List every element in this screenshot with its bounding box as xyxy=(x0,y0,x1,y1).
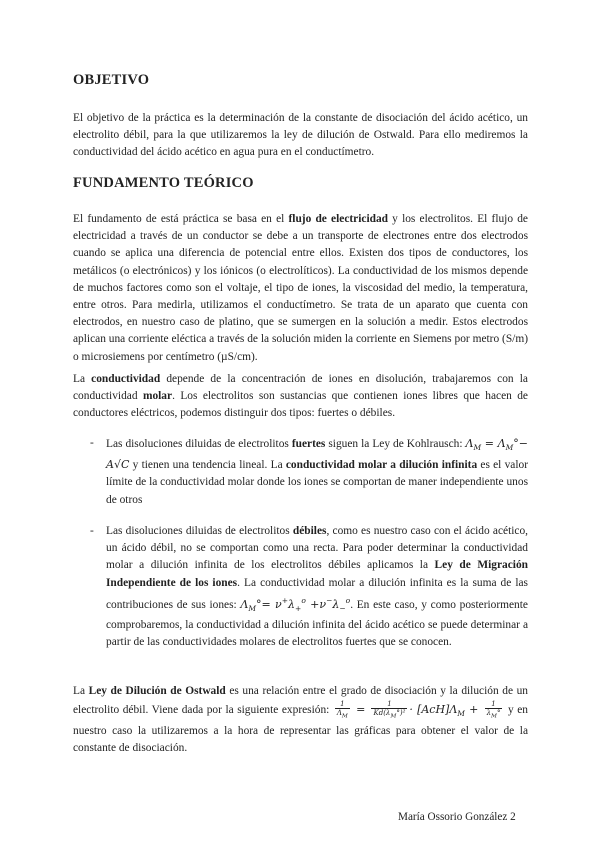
text-span: depende de la concentración de iones en disolución, trabajaremos con la conductividad xyxy=(73,373,528,403)
fundamento-heading: FUNDAMENTO TEÓRICO xyxy=(73,175,254,191)
text-span: es una relación entre el grado de disociación y la dilución de un electrolito débil. Viene dada por la siguiente expresión: xyxy=(73,685,528,717)
fundamento-paragraph-1 xyxy=(73,211,528,366)
ostwald-paragraph xyxy=(73,683,528,757)
bold-term: débiles xyxy=(292,525,327,537)
text-span: y los electrolitos. El flujo de electricidad a través de un conductor se debe a un transporte de electrones entre dos electrodos cuando se aplica una diferencia de potencial entre ellos. Existen dos tipos de conductores, los metálicos (o electrónicos) y los iónicos (o electrolíticos). La conductividad de los mismos depende de muchos factores como son el voltaje, el tipo de iones, la viscosidad del medio, la temperatura, entre otros. Para medirla, utilizamos el conductímetro. Se trata de un aparato que cuenta con electrodos, en nuestro caso de platino, que se sumergen en la solución a medir. Estos electrodos aplican una corriente eléctica a través de la solución miden la corriente en Siemens por metro (S/m) o microsiemens por centímetro (µS/cm). xyxy=(73,213,528,363)
list-dash: - xyxy=(90,437,94,449)
text-span: La xyxy=(73,373,92,385)
list-item-debiles xyxy=(90,523,528,651)
bold-term: conductividad xyxy=(91,373,161,385)
text-span: La xyxy=(73,685,89,697)
bold-term: fuertes xyxy=(291,438,326,450)
bold-term: conductividad molar a dilución infinita xyxy=(285,459,478,472)
fundamento-paragraph-2 xyxy=(73,371,528,423)
objetivo-paragraph: El objetivo de la práctica es la determinación de la constante de disociación del ácido acético, un electrolito débil, para la que utilizaremos la ley de dilución de Ostwald. Para ello mediremos la conductividad del ácido acético en agua pura en el conductímetro. xyxy=(73,112,528,159)
ostwald-formula: $\frac{1}{\Lambda_M}$ = $\frac{1}{Kd(\lambda_M^\circ)^2}$ · $[AcH]\Lambda_M$ + $\frac{1}{\lambda_M^\circ}$ xyxy=(336,700,501,720)
migracion-formula: $\Lambda_M^\circ= \nu^+\lambda_+^o +\nu^-\lambda_-^o$ xyxy=(240,595,351,613)
text-span: . La conductividad molar a dilución infinita es la suma de las contribuciones de sus iones: xyxy=(106,576,528,611)
text-span: Las disoluciones diluidas de electrolitos xyxy=(106,525,293,537)
text-span: y tienen una tendencia lineal. La xyxy=(129,459,286,472)
formula-source: $\Lambda_M = \Lambda_M^\circ- A√C$ xyxy=(106,437,529,472)
text-span: y en nuestro caso la utilizaremos a la hora de representar las gráficas para obtener el valor de la constante de disociación. xyxy=(73,704,528,754)
list-dash: - xyxy=(90,525,94,537)
bold-term: Ley de Migración Independiente de los iones xyxy=(106,559,528,589)
page-footer: María Ossorio González 2 xyxy=(398,811,516,823)
text-span: siguen la Ley de Kohlrausch: xyxy=(325,438,466,450)
bold-term: molar xyxy=(142,390,173,403)
objetivo-heading: OBJETIVO xyxy=(73,72,150,88)
text-span: El fundamento de está práctica se basa en el xyxy=(73,213,289,225)
text-span: . En este caso, y como posteriormente comprobaremos, la conductividad a dilución infinita del ácido acético se puede determinar a partir de las conductividades molares de electrolitos fuertes que se conocen. xyxy=(106,598,528,649)
bold-term: Ley de Dilución de Ostwald xyxy=(88,685,226,697)
text-span: Las disoluciones diluidas de electrolitos xyxy=(106,438,292,450)
bold-term: flujo de electricidad xyxy=(288,213,388,225)
text-span: es el valor límite de la conductividad molar donde los iones se comportan de maner independiente unos de otros xyxy=(106,459,528,506)
list-item-fuertes xyxy=(90,435,528,509)
text-span: . Los electrolitos son sustancias que contienen iones libres que hacen de conductores eléctricos, podemos distinguir dos tipos: fuertes o débiles. xyxy=(73,390,528,420)
text-span: , como es nuestro caso con el ácido acético, un ácido débil, no se comportan como una recta. Para poder determinar la conductividad molar a dilución infinita de los electrolitos débiles aplicamos la xyxy=(106,525,529,572)
